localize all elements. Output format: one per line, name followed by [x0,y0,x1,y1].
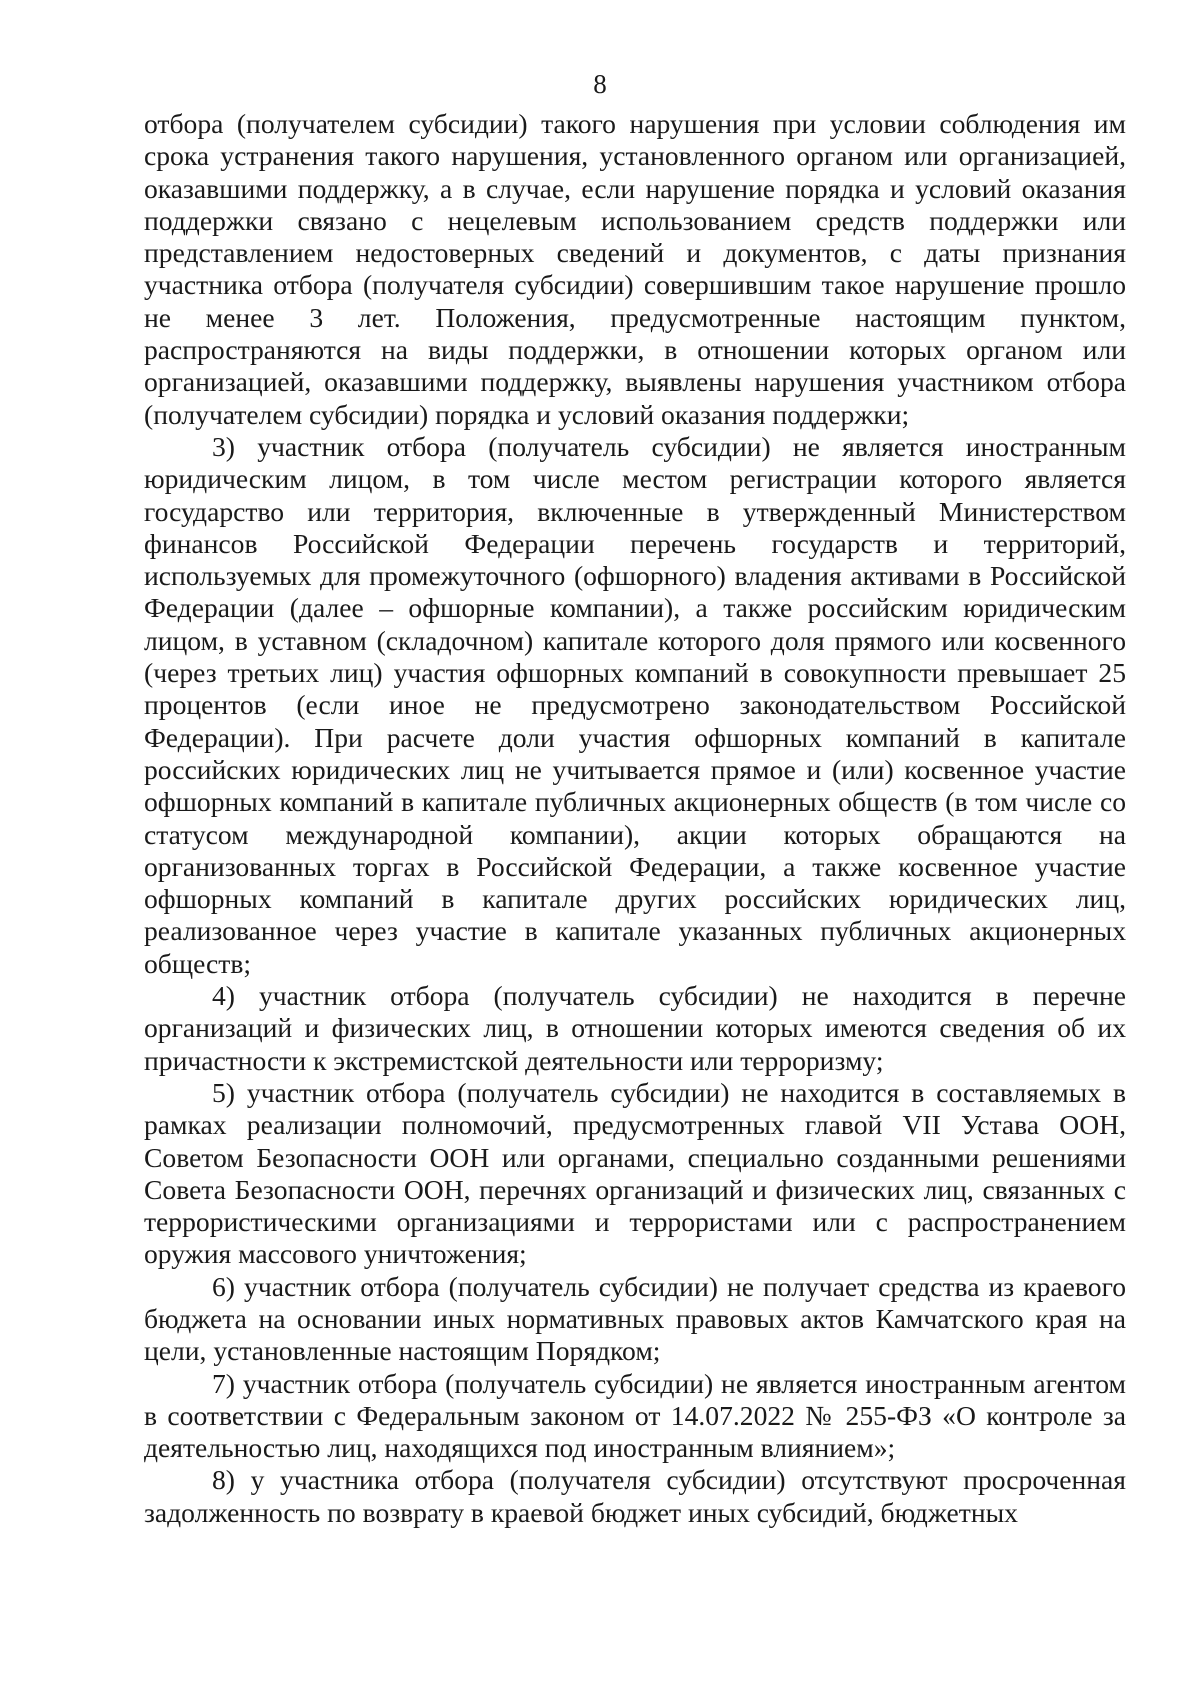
paragraph-item-6: 6) участник отбора (получатель субсидии) не получает средства из краевого бюджета на основании иных нормативных правовых актов Камчатского края на цели, установленные настоящим Порядком; [144,1270,1126,1367]
document-body [144,108,1126,1529]
paragraph-item-5: 5) участник отбора (получатель субсидии) не находится в составляемых в рамках реализации полномочий, предусмотренных главой VII Устава ООН, Советом Безопасности ООН или органами, специально созданными решениями Совета Безопасности ООН, перечнях организаций и физических лиц, связанных с террористическими организациями и террористами или с распространением оружия массового уничтожения; [144,1076,1126,1270]
paragraph-item-8: 8) у участника отбора (получателя субсидии) отсутствуют просроченная задолженность по возврату в краевой бюджет иных субсидий, бюджетных [144,1464,1126,1528]
page-number: 8 [593,69,607,99]
paragraph-item-4: 4) участник отбора (получатель субсидии) не находится в перечне организаций и физических лиц, в отношении которых имеются сведения об их причастности к экстремистской деятельности или терроризму; [144,980,1126,1076]
paragraph-item-3: 3) участник отбора (получатель субсидии) не является иностранным юридическим лицом, в том числе местом регистрации которого является государство или территория, включенные в утвержденный Министерством финансов Российской Федерации перечень государств и территорий, используемых для промежуточного (офшорного) владения активами в Российской Федерации (далее – офшорные компании), а также российским юридическим лицом, в уставном (складочном) капитале которого доля прямого или косвенного (через третьих лиц) участия офшорных компаний в совокупности превышает 25 процентов (если иное не предусмотрено законодательством Российской Федерации). При расчете доли участия офшорных компаний в капитале российских юридических лиц не учитывается прямое и (или) косвенное участие офшорных компаний в капитале публичных акционерных обществ (в том числе со статусом международной компании), акции которых обращаются на организованных торгах в Российской Федерации, а также косвенное участие офшорных компаний в капитале других российских юридических лиц, реализованное через участие в капитале указанных публичных акционерных обществ; [144,430,1126,979]
paragraph-continuation: отбора (получателем субсидии) такого нарушения при условии соблюдения им срока устранения такого нарушения, установленного органом или организацией, оказавшими поддержку, а в случае, если нарушение порядка и условий оказания поддержки связано с нецелевым использованием средств поддержки или представлением недостоверных сведений и документов, с даты признания участника отбора (получателя субсидии) совершившим такое нарушение прошло не менее 3 лет. Положения, предусмотренные настоящим пунктом, распространяются на виды поддержки, в отношении которых органом или организацией, оказавшими поддержку, выявлены нарушения участником отбора (получателем субсидии) порядка и условий оказания поддержки; [144,108,1126,430]
paragraph-item-7: 7) участник отбора (получатель субсидии) не является иностранным агентом в соответствии с Федеральным законом от 14.07.2022 № 255-ФЗ «О контроле за деятельностью лиц, находящихся под иностранным влиянием»; [144,1367,1126,1464]
